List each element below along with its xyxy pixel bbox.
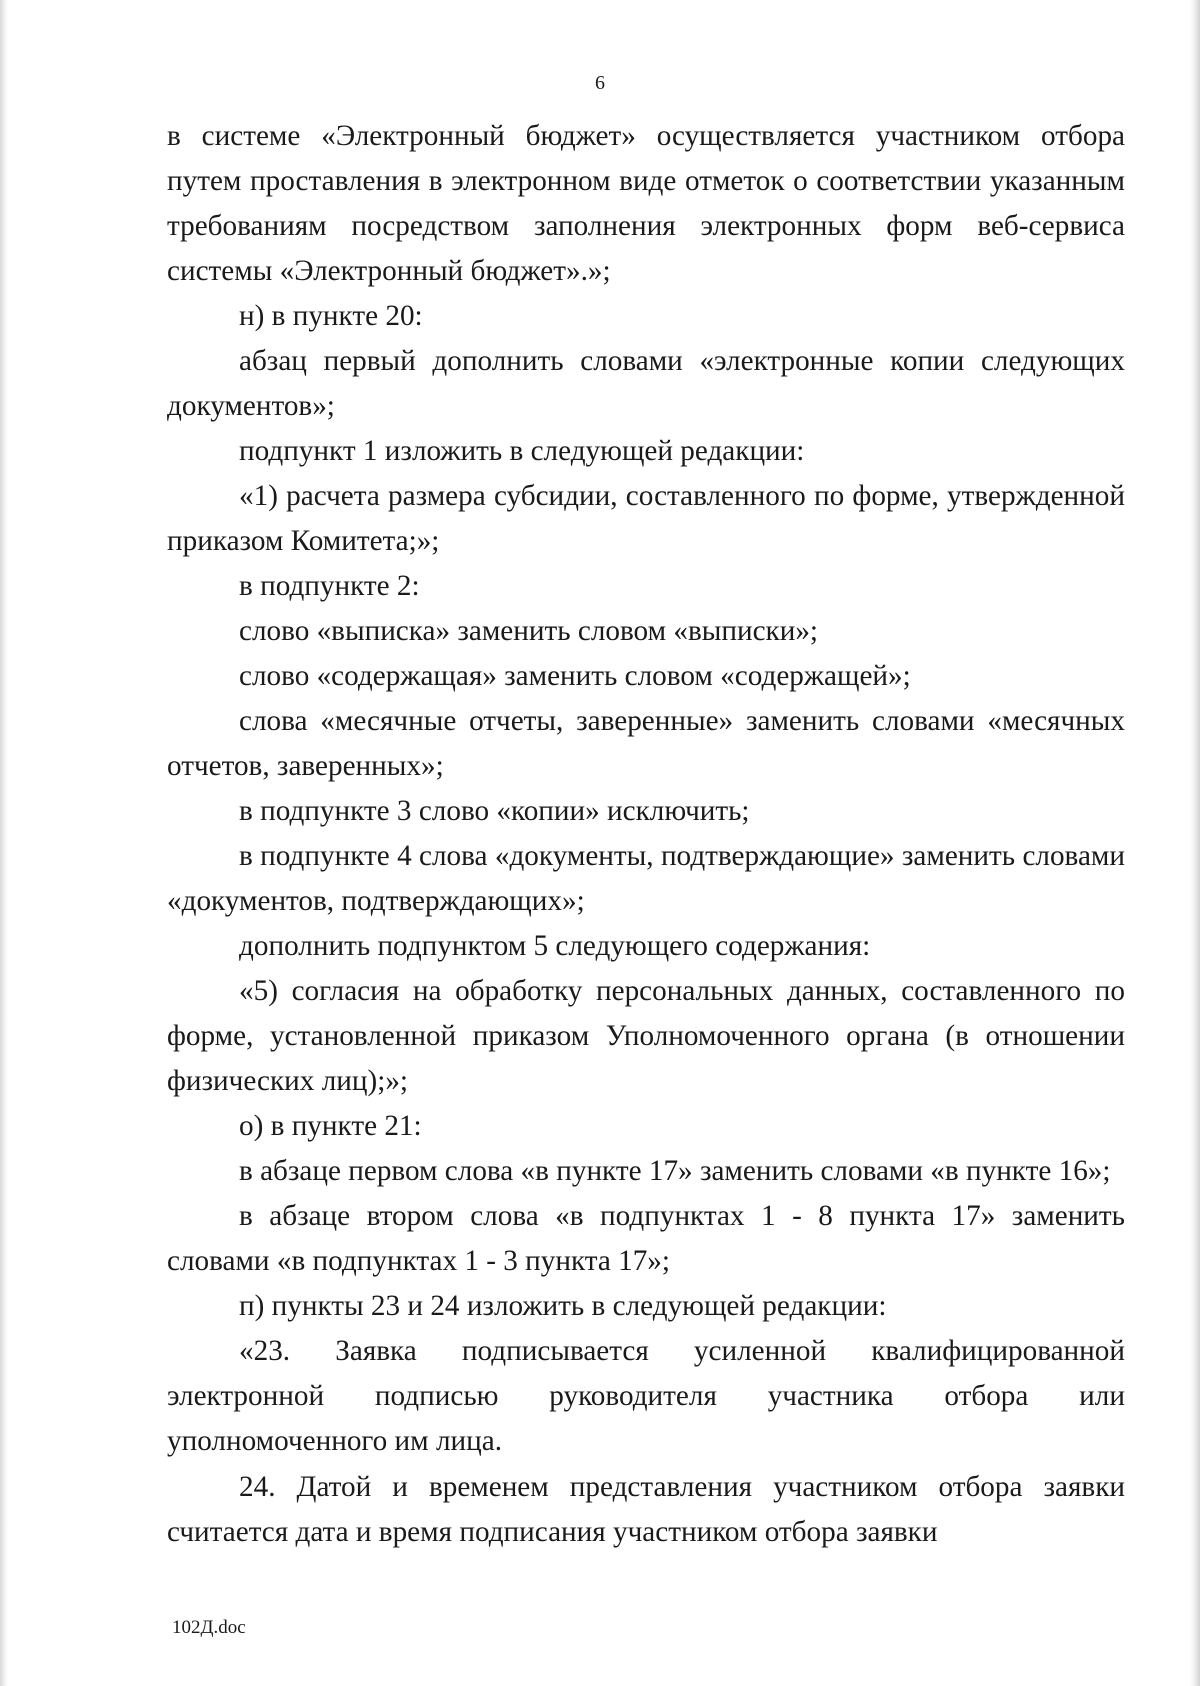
paragraph: «1) расчета размера субсидии, составленного по форме, утвержденной приказом Комитета;»;: [167, 480, 1125, 557]
paragraph: о) в пункте 21:: [239, 1110, 422, 1142]
paragraph: «23. Заявка подписывается усиленной квалифицированной электронной подписью руководителя участника отбора или уполномоченного им лица.: [167, 1335, 1125, 1457]
paragraph: «5) согласия на обработку персональных данных, составленного по форме, установленной приказом Уполномоченного органа (в отношении физических лиц);»;: [167, 975, 1125, 1097]
paragraph: н) в пункте 20:: [239, 300, 423, 332]
paragraph: дополнить подпунктом 5 следующего содержания:: [239, 930, 871, 962]
document-body: [167, 114, 1125, 1555]
paragraph: абзац первый дополнить словами «электронные копии следующих документов»;: [167, 345, 1125, 422]
scan-edge-left: [0, 0, 8, 1686]
footer-filename: 102Д.doc: [172, 1617, 246, 1638]
paragraph: п) пункты 23 и 24 изложить в следующей редакции:: [239, 1290, 887, 1322]
paragraph: подпункт 1 изложить в следующей редакции:: [239, 435, 805, 467]
scan-edge-right: [1190, 0, 1200, 1686]
paragraph: слово «содержащая» заменить словом «содержащей»;: [239, 660, 911, 692]
paragraph: в подпункте 4 слова «документы, подтверждающие» заменить словами «документов, подтверждающих»;: [167, 840, 1125, 917]
paragraph: в подпункте 2:: [239, 570, 420, 602]
paragraph: слово «выписка» заменить словом «выписки»;: [239, 615, 819, 647]
paragraph: в системе «Электронный бюджет» осуществляется участником отбора путем проставления в электронном виде отметок о соответствии указанным требованиям посредством заполнения электронных форм веб-сервиса системы «Электронный бюджет».»;: [167, 120, 1125, 287]
page-number: 6: [595, 72, 605, 94]
paragraph: 24. Датой и временем представления участником отбора заявки считается дата и время подписания участником отбора заявки: [167, 1471, 1125, 1548]
paragraph: слова «месячные отчеты, заверенные» заменить словами «месячных отчетов, заверенных»;: [167, 705, 1125, 782]
paragraph: в абзаце первом слова «в пункте 17» заменить словами «в пункте 16»;: [239, 1155, 1111, 1187]
paragraph: в абзаце втором слова «в подпунктах 1 - 8 пункта 17» заменить словами «в подпунктах 1 - 3 пункта 17»;: [167, 1200, 1125, 1277]
paragraph: в подпункте 3 слово «копии» исключить;: [239, 795, 750, 827]
